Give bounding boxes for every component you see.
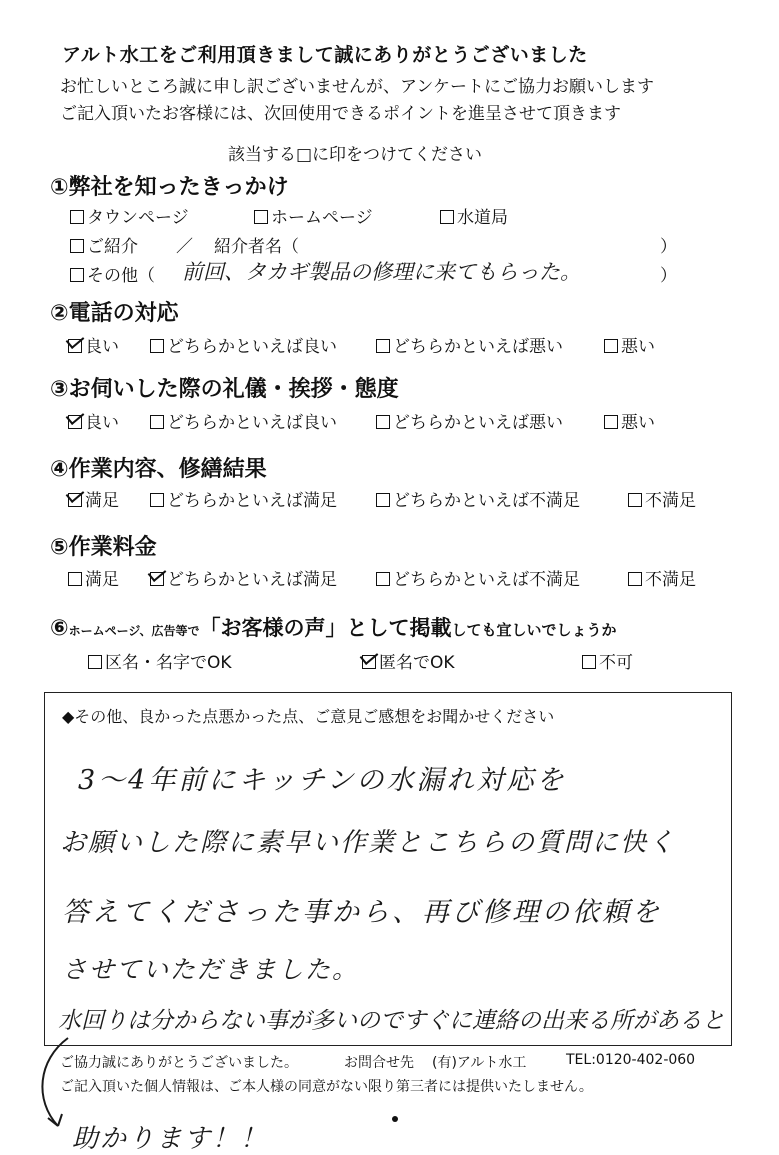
checkbox[interactable] [150,493,164,507]
comment-heading: ◆その他、良かった点悪かった点、ご意見ご感想をお聞かせください [62,707,555,726]
comment-line-5[interactable]: 水回りは分からない事が多いのですぐに連絡の出来る所があると [58,1008,725,1034]
q3-option-bad[interactable]: 悪い [604,408,655,433]
checkbox[interactable] [70,210,84,224]
checkbox-checked[interactable] [150,572,164,586]
q6-title: ⑥ホームページ、広告等で「お客様の声」として掲載しても宜しいでしょうか [50,616,617,641]
comment-line-1[interactable]: 3～4年前にキッチンの水漏れ対応を [78,765,567,796]
slash-separator: ／ [176,237,193,257]
q6-option-anonymous-ok[interactable]: 匿名でOK [362,648,455,673]
comment-line-2[interactable]: お願いした際に素早い作業とこちらの質問に快く [60,828,677,858]
referrer-name-label: 紹介者名（ [214,237,299,257]
q3-title: ③お伺いした際の礼儀・挨拶・態度 [50,377,399,402]
comment-overflow[interactable]: 助かります！！ [72,1124,269,1154]
checkbox[interactable] [582,655,596,669]
footer-contact-label: お問合せ先 [344,1055,414,1071]
checkbox[interactable] [68,572,82,586]
q1-option-waterworks[interactable]: 水道局 [440,203,508,228]
referrer-close-paren: ） [660,237,677,257]
q2-option-bad[interactable]: 悪い [604,332,655,357]
checkbox-checked[interactable] [362,655,376,669]
q1-option-other[interactable]: その他（ [70,261,155,286]
q1-option-townpage[interactable]: タウンページ [70,203,189,228]
survey-instruction: 該当する□に印をつけてください [228,145,483,165]
survey-title: アルト水工をご利用頂きまして誠にありがとうございました [62,44,588,66]
q3-option-good[interactable]: 良い [68,408,119,433]
checkbox[interactable] [70,239,84,253]
q5-title: ⑤作業料金 [50,535,157,560]
q2-title: ②電話の対応 [50,301,179,326]
checkbox[interactable] [604,339,618,353]
q1-title: ①弊社を知ったきっかけ [50,175,289,200]
checkbox-checked[interactable] [68,415,82,429]
q5-option-satisfied[interactable]: 満足 [68,565,119,590]
q6-option-not-allowed[interactable]: 不可 [582,648,633,673]
q4-option-somewhat-satisfied[interactable]: どちらかといえば満足 [150,486,337,511]
q4-title: ④作業内容、修繕結果 [50,457,267,482]
comment-line-4[interactable]: させていただきました。 [62,955,360,984]
q3-option-somewhat-good[interactable]: どちらかといえば良い [150,408,337,433]
q2-option-somewhat-bad[interactable]: どちらかといえば悪い [376,332,563,357]
checkbox[interactable] [254,210,268,224]
footer-privacy: ご記入頂いた個人情報は、ご本人様の同意がない限り第三者には提供いたしません。 [60,1079,593,1095]
ink-dot [392,1116,398,1122]
checkbox[interactable] [376,572,390,586]
checkbox[interactable] [604,415,618,429]
q4-option-unsatisfied[interactable]: 不満足 [628,486,696,511]
checkbox[interactable] [376,339,390,353]
q5-option-somewhat-unsatisfied[interactable]: どちらかといえば不満足 [376,565,580,590]
checkbox[interactable] [150,415,164,429]
footer-thanks: ご協力誠にありがとうございました。 [60,1055,298,1071]
q1-other-answer[interactable]: 前回、タカギ製品の修理に来てもらった。 [182,260,581,284]
q5-option-unsatisfied[interactable]: 不満足 [628,565,696,590]
q4-option-satisfied[interactable]: 満足 [68,486,119,511]
survey-intro-line-3: ご記入頂いたお客様には、次回使用できるポイントを進呈させて頂きます [60,104,621,124]
checkbox[interactable] [150,339,164,353]
checkbox[interactable] [376,415,390,429]
checkbox[interactable] [628,572,642,586]
q4-option-somewhat-unsatisfied[interactable]: どちらかといえば不満足 [376,486,580,511]
checkbox-checked[interactable] [68,493,82,507]
checkbox[interactable] [376,493,390,507]
comment-line-3[interactable]: 答えてくださった事から、再び修理の依頼を [62,897,662,928]
footer-tel: TEL:0120-402-060 [566,1052,696,1068]
checkbox[interactable] [440,210,454,224]
survey-intro-line-2: お忙しいところ誠に申し訳ございませんが、アンケートにご協力お願いします [60,77,654,97]
checkbox[interactable] [88,655,102,669]
q5-option-somewhat-satisfied[interactable]: どちらかといえば満足 [150,565,337,590]
comment-box[interactable] [44,692,732,1046]
q1-option-referral[interactable]: ご紹介 [70,232,138,257]
q2-option-somewhat-good[interactable]: どちらかといえば良い [150,332,337,357]
checkbox[interactable] [70,268,84,282]
q3-option-somewhat-bad[interactable]: どちらかといえば悪い [376,408,563,433]
q2-option-good[interactable]: 良い [68,332,119,357]
footer-company: (有)アルト水工 [432,1055,527,1071]
q6-option-name-ok[interactable]: 区名・名字でOK [88,648,232,673]
q1-option-homepage[interactable]: ホームページ [254,203,373,228]
checkbox-checked[interactable] [68,339,82,353]
checkbox[interactable] [628,493,642,507]
other-close-paren: ） [660,266,677,286]
